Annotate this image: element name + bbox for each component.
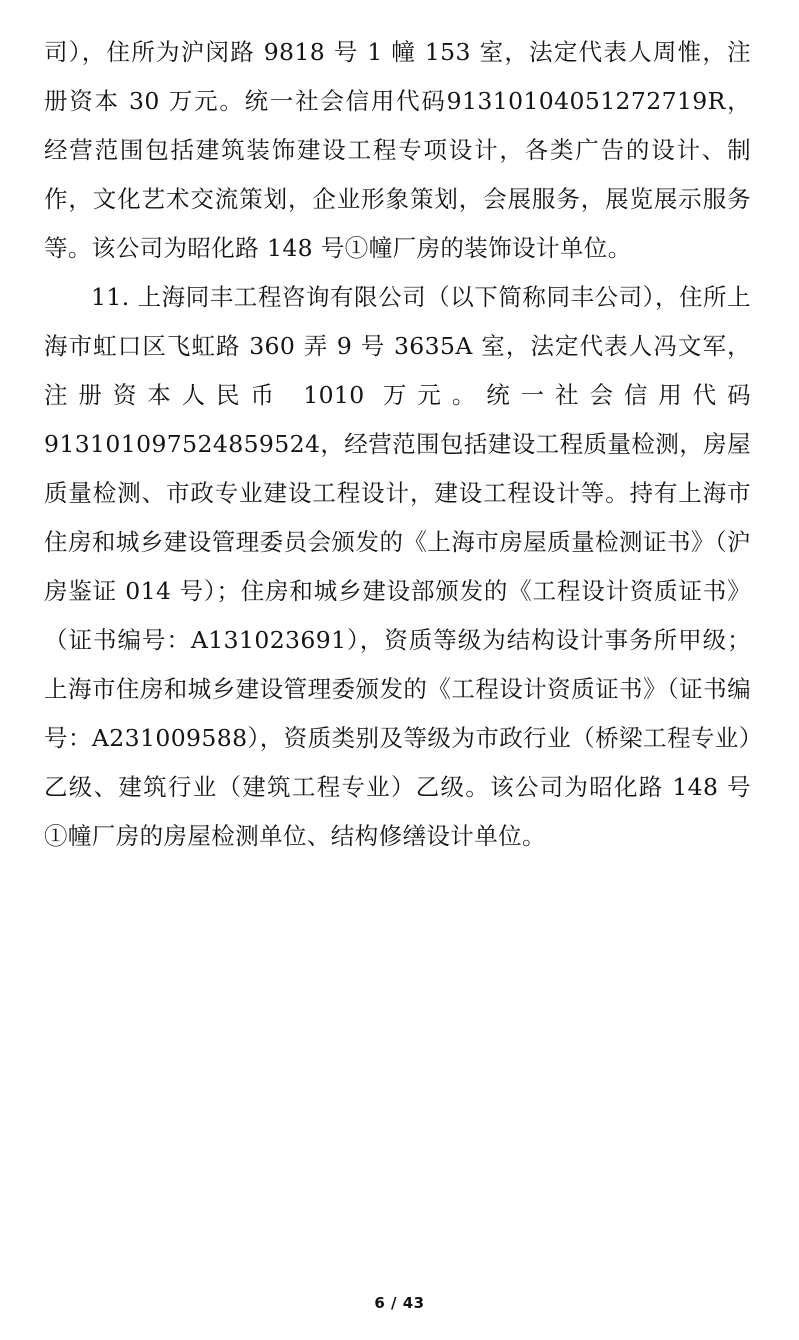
- page-number: 6 / 43: [374, 1294, 425, 1312]
- document-body: [44, 28, 751, 861]
- paragraph-item-11: 11. 上海同丰工程咨询有限公司（以下简称同丰公司），住所上海市虹口区飞虹路 360 弄 9 号 3635A 室，法定代表人冯文军，注册资本人民币 1010 万元。统一社会信用代码913101097524859524，经营范围包括建设工程质量检测，房屋质量检测、市政专业建设工程设计，建设工程设计等。持有上海市住房和城乡建设管理委员会颁发的《上海市房屋质量检测证书》（沪房鉴证 014 号）；住房和城乡建设部颁发的《工程设计资质证书》（证书编号：A131023691），资质等级为结构设计事务所甲级；上海市住房和城乡建设管理委颁发的《工程设计资质证书》（证书编号：A231009588），资质类别及等级为市政行业（桥梁工程专业）乙级、建筑行业（建筑工程专业）乙级。该公司为昭化路 148 号①幢厂房的房屋检测单位、结构修缮设计单位。: [44, 283, 751, 850]
- paragraph-continued: 司），住所为沪闵路 9818 号 1 幢 153 室，法定代表人周惟，注册资本 30 万元。统一社会信用代码91310104051272719R，经营范围包括建筑装饰建设工程专项设计，各类广告的设计、制作，文化艺术交流策划，企业形象策划，会展服务，展览展示服务等。该公司为昭化路 148 号①幢厂房的装饰设计单位。: [44, 38, 751, 262]
